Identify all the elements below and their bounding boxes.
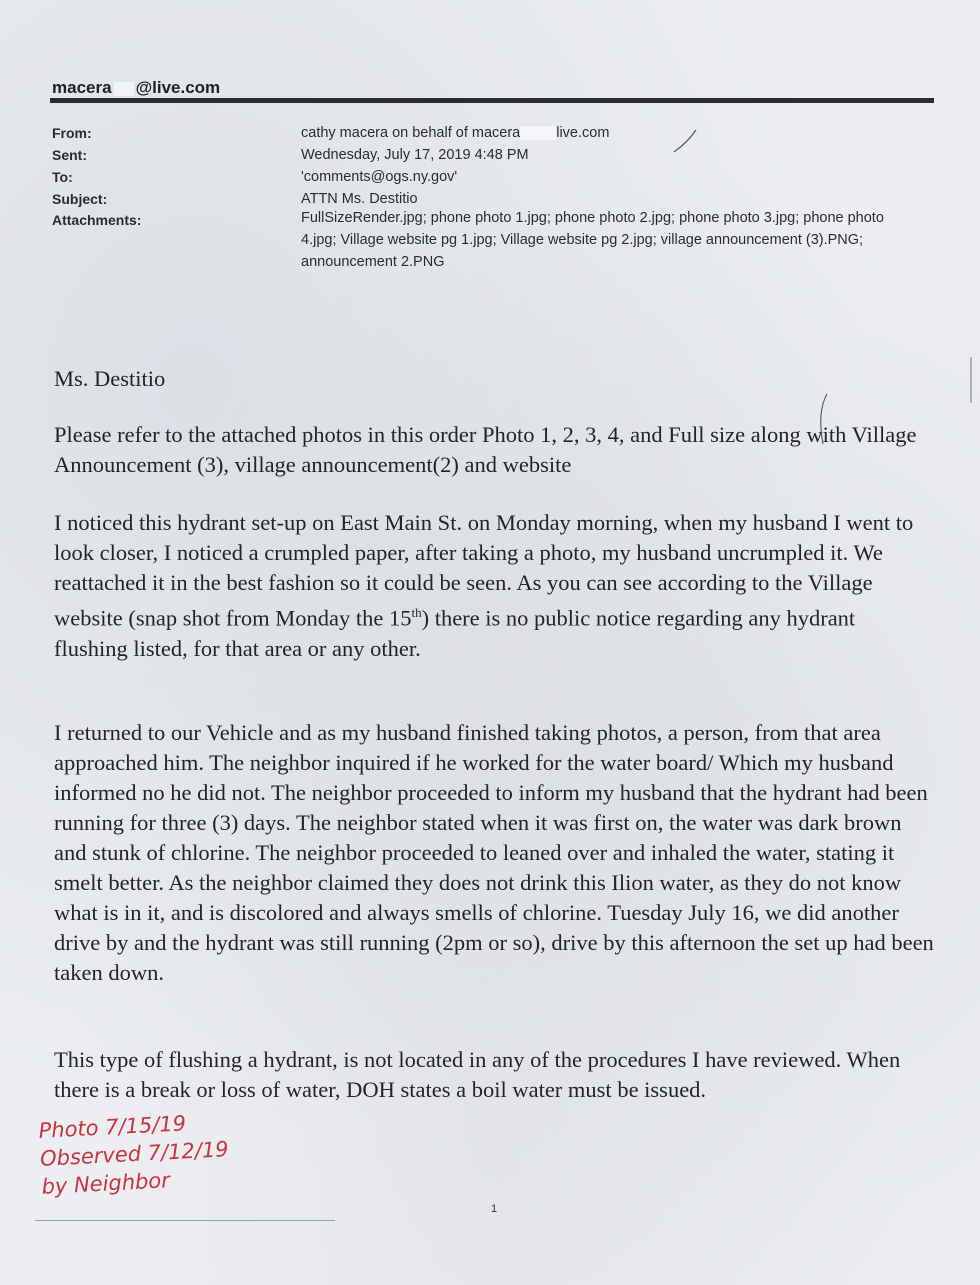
to-value: 'comments@ogs.ny.gov' xyxy=(301,169,458,185)
attachments-value: FullSizeRender.jpg; phone photo 1.jpg; phone photo 2.jpg; phone photo 3.jpg; phone photo 4.jpg; Village website pg 1.jpg; Village website pg 2.jpg; village announcement (3).PNG; announcement 2.PNG xyxy=(301,210,884,270)
ordinal-suffix: th xyxy=(411,605,422,620)
sent-label: Sent: xyxy=(52,147,87,163)
header-rule xyxy=(50,98,934,103)
redaction-mark xyxy=(114,82,134,96)
to-label: To: xyxy=(52,169,73,185)
attachments-label: Attachments: xyxy=(52,212,142,228)
paragraph-3: I returned to our Vehicle and as my husband finished taking photos, a person, from that area approached him. The neighbor inquired if he worked for the water board/ Which my husband informed no he did not. The neighbor proceeded to inform my husband that the hydrant had been running for three (3) days. The neighbor stated when it was first on, the water was dark brown and stunk of chlorine. The neighbor proceeded to leaned over and inhaled the water, stating it smelt better. As the neighbor claimed they does not drink this Ilion water, as they do not know what is in it, and is discolored and always smells of chlorine. Tuesday July 16, we did another drive by and the hydrant was still running (2pm or so), drive by this afternoon the set up had been taken down. xyxy=(54,720,934,985)
sender-prefix: macera xyxy=(52,78,112,97)
from-label: From: xyxy=(52,125,92,141)
subject-value: ATTN Ms. Destitio xyxy=(301,191,418,207)
redaction-mark xyxy=(520,126,556,140)
pen-stroke-mark xyxy=(670,128,700,156)
paragraph-2-part-a: I noticed this hydrant set-up on East Main St. on Monday morning, when my husband I went to look closer, I noticed a crumpled paper, after taking a photo, my husband uncrumpled it. We reattached it in the best fashion so it could be seen. As you can see according to the Village website (snap shot from Monday the 15 xyxy=(54,510,914,631)
sent-value: Wednesday, July 17, 2019 4:48 PM xyxy=(301,147,529,163)
handwritten-note xyxy=(38,1107,231,1201)
from-value-prefix: cathy macera on behalf of macera xyxy=(301,125,521,141)
pen-stroke-mark xyxy=(815,392,831,448)
page-number: 1 xyxy=(491,1203,498,1215)
greeting: Ms. Destitio xyxy=(54,366,166,391)
footer-rule xyxy=(35,1220,335,1221)
subject-label: Subject: xyxy=(52,191,108,207)
handwritten-line-1: Photo 7/15/19 xyxy=(38,1111,187,1143)
handwritten-line-2: Observed 7/12/19 xyxy=(39,1137,230,1171)
paragraph-2-part-b: ) there is no public notice regarding any hydrant flushing listed, for that area or any other. xyxy=(54,605,856,661)
from-value-suffix: live.com xyxy=(556,125,610,141)
sender-suffix: @live.com xyxy=(135,78,221,97)
from-value xyxy=(301,122,921,144)
paragraph-2 xyxy=(54,508,934,664)
handwritten-line-3: by Neighbor xyxy=(40,1168,171,1199)
paragraph-4: This type of flushing a hydrant, is not located in any of the procedures I have reviewed. When there is a break or loss of water, DOH states a boil water must be issued. xyxy=(54,1047,901,1102)
paragraph-1: Please refer to the attached photos in this order Photo 1, 2, 3, 4, and Full size along with Village Announcement (3), village announcement(2) and website xyxy=(54,422,917,477)
pen-stroke-mark xyxy=(965,355,977,405)
sender-address xyxy=(52,78,220,98)
